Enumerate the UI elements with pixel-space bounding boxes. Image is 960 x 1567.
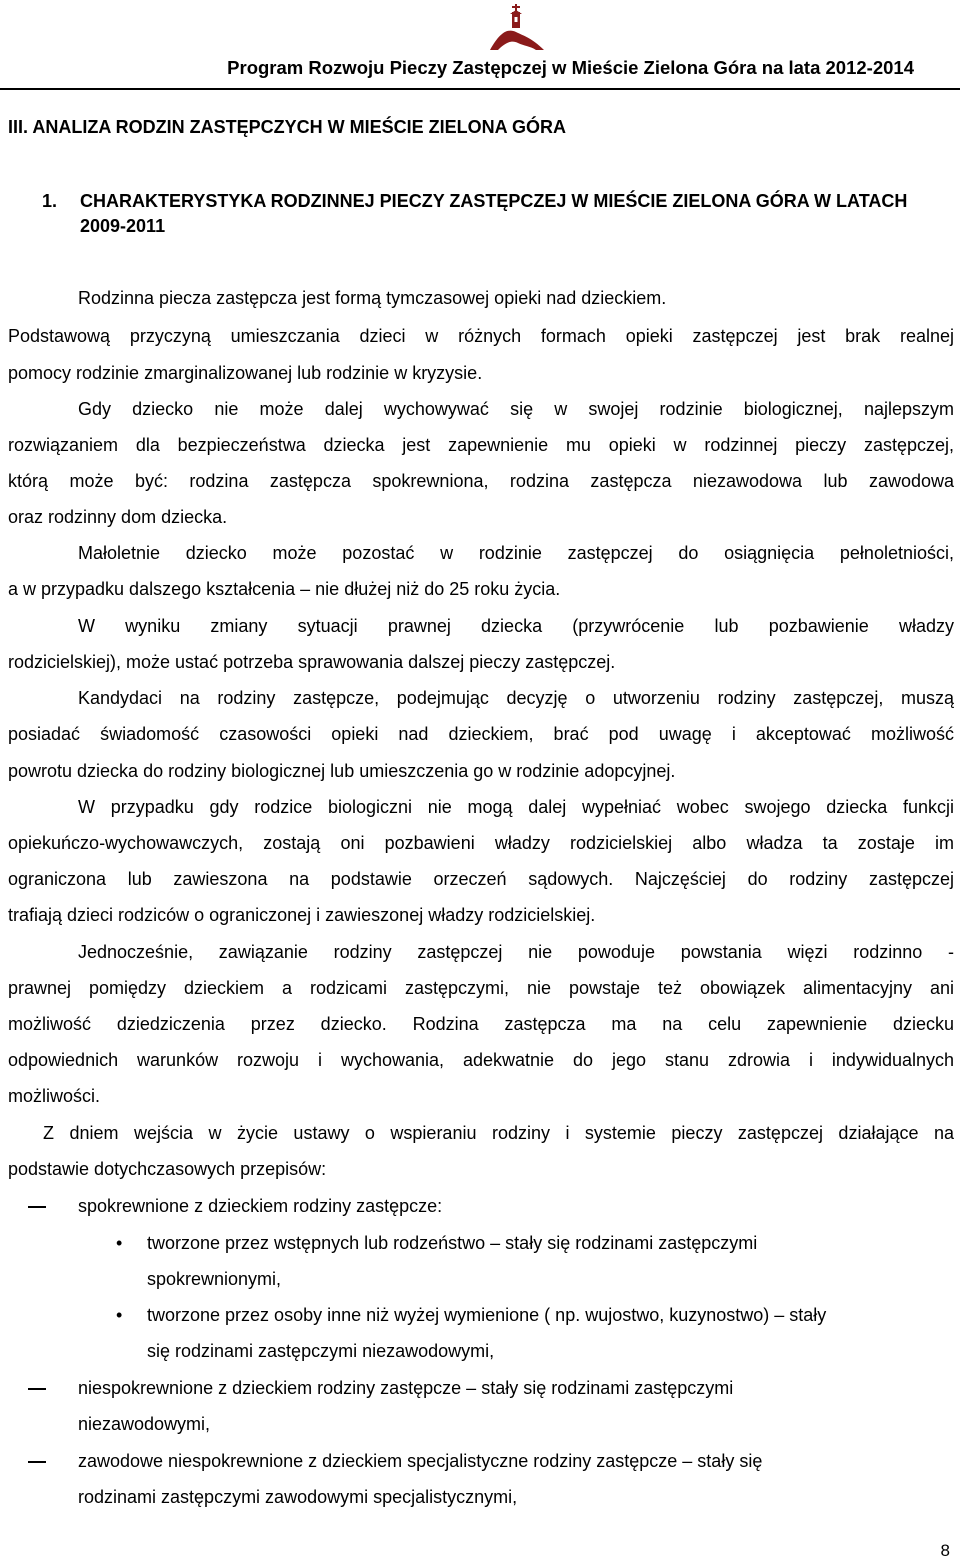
list-item: spokrewnione z dzieckiem rodziny zastępcze: bbox=[78, 1196, 443, 1216]
subsection-number: 1. bbox=[42, 191, 58, 211]
church-hill-logo-icon bbox=[488, 2, 546, 54]
list-item: niespokrewnione z dzieckiem rodziny zastępcze – stały się rodzinami zastępczymi bbox=[78, 1378, 734, 1398]
page-number: 8 bbox=[940, 1541, 950, 1560]
subsection-title bbox=[42, 189, 942, 239]
dash-marker bbox=[28, 1206, 46, 1208]
section-title: III. ANALIZA RODZIN ZASTĘPCZYCH W MIEŚCIE ZIELONA GÓRA bbox=[8, 117, 566, 137]
list-item-continuation: niezawodowymi, bbox=[78, 1414, 211, 1434]
body-line: rodzicielskiej), może ustać potrzeba sprawowania dalszej pieczy zastępczej. bbox=[8, 652, 616, 672]
dash-marker bbox=[28, 1461, 46, 1463]
body-line: odpowiednich warunków rozwoju i wychowania, adekwatnie do jego stanu zdrowia i indywidualnych bbox=[8, 1050, 954, 1070]
body-line: W wyniku zmiany sytuacji prawnej dziecka (przywrócenie lub pozbawienie władzy bbox=[78, 616, 954, 636]
body-line: posiadać świadomość czasowości opieki nad dzieckiem, brać pod uwagę i akceptować możliwość bbox=[8, 724, 954, 744]
bullet-marker: • bbox=[116, 1305, 123, 1325]
body-line: Rodzinna piecza zastępcza jest formą tymczasowej opieki nad dzieckiem. bbox=[78, 288, 667, 308]
body-line: W przypadku gdy rodzice biologiczni nie mogą dalej wypełniać wobec swojego dziecka funkcji bbox=[78, 797, 954, 817]
body-line: Podstawową przyczyną umieszczania dzieci w różnych formach opieki zastępczej jest brak realnej bbox=[8, 326, 954, 346]
body-line: ograniczona lub zawieszona na podstawie orzeczeń sądowych. Najczęściej do rodziny zastępczej bbox=[8, 869, 954, 889]
document-header-title: Program Rozwoju Pieczy Zastępczej w Mieście Zielona Góra na lata 2012-2014 bbox=[227, 57, 914, 78]
body-line: trafiają dzieci rodziców o ograniczonej i zawieszonej władzy rodzicielskiej. bbox=[8, 905, 596, 925]
body-line: powrotu dziecka do rodziny biologicznej lub umieszczenia go w rodzinie adopcyjnej. bbox=[8, 761, 676, 781]
header-divider bbox=[0, 88, 960, 90]
body-line: Jednocześnie, zawiązanie rodziny zastępczej nie powoduje powstania więzi rodzinno - bbox=[78, 942, 954, 962]
body-line: możliwości. bbox=[8, 1086, 101, 1106]
body-line: podstawie dotychczasowych przepisów: bbox=[8, 1159, 327, 1179]
body-line: prawnej pomiędzy dzieckiem a rodzicami zastępczymi, nie powstaje też obowiązek alimentacyjny ani bbox=[8, 978, 954, 998]
body-line: Z dniem wejścia w życie ustawy o wspieraniu rodziny i systemie pieczy zastępczej działające na bbox=[43, 1123, 954, 1143]
body-line: Kandydaci na rodziny zastępcze, podejmując decyzję o utworzeniu rodziny zastępczej, muszą bbox=[78, 688, 954, 708]
bullet-marker: • bbox=[116, 1233, 123, 1253]
list-subitem: tworzone przez wstępnych lub rodzeństwo – stały się rodzinami zastępczymi bbox=[147, 1233, 758, 1253]
body-line: a w przypadku dalszego kształcenia – nie dłużej niż do 25 roku życia. bbox=[8, 579, 561, 599]
dash-marker bbox=[28, 1388, 46, 1390]
body-line: którą może być: rodzina zastępcza spokrewniona, rodzina zastępcza niezawodowa lub zawodowa bbox=[8, 471, 954, 491]
body-line: opiekuńczo-wychowawczych, zostają oni pozbawieni władzy rodzicielskiej albo władza ta zostaje im bbox=[8, 833, 954, 853]
subsection-heading: CHARAKTERYSTYKA RODZINNEJ PIECZY ZASTĘPCZEJ W MIEŚCIE ZIELONA GÓRA W LATACH 2009-2011 bbox=[80, 191, 908, 236]
body-line: możliwość dziedziczenia przez dziecko. Rodzina zastępcza ma na celu zapewnienie dziecku bbox=[8, 1014, 954, 1034]
body-line: oraz rodzinny dom dziecka. bbox=[8, 507, 228, 527]
list-subitem-continuation: się rodzinami zastępczymi niezawodowymi, bbox=[147, 1341, 495, 1361]
list-subitem: tworzone przez osoby inne niż wyżej wymienione ( np. wujostwo, kuzynostwo) – stały bbox=[147, 1305, 827, 1325]
body-line: Małoletnie dziecko może pozostać w rodzinie zastępczej do osiągnięcia pełnoletniości, bbox=[78, 543, 954, 563]
body-line: rozwiązaniem dla bezpieczeństwa dziecka jest zapewnienie mu opieki w rodzinnej pieczy zastępczej, bbox=[8, 435, 954, 455]
body-line: Gdy dziecko nie może dalej wychowywać się w swojej rodzinie biologicznej, najlepszym bbox=[78, 399, 954, 419]
list-subitem-continuation: spokrewnionymi, bbox=[147, 1269, 282, 1289]
list-item-continuation: rodzinami zastępczymi zawodowymi specjalistycznymi, bbox=[78, 1487, 518, 1507]
list-item: zawodowe niespokrewnione z dzieckiem specjalistyczne rodziny zastępcze – stały się bbox=[78, 1451, 763, 1471]
body-line: pomocy rodzinie zmarginalizowanej lub rodzinie w kryzysie. bbox=[8, 363, 483, 383]
